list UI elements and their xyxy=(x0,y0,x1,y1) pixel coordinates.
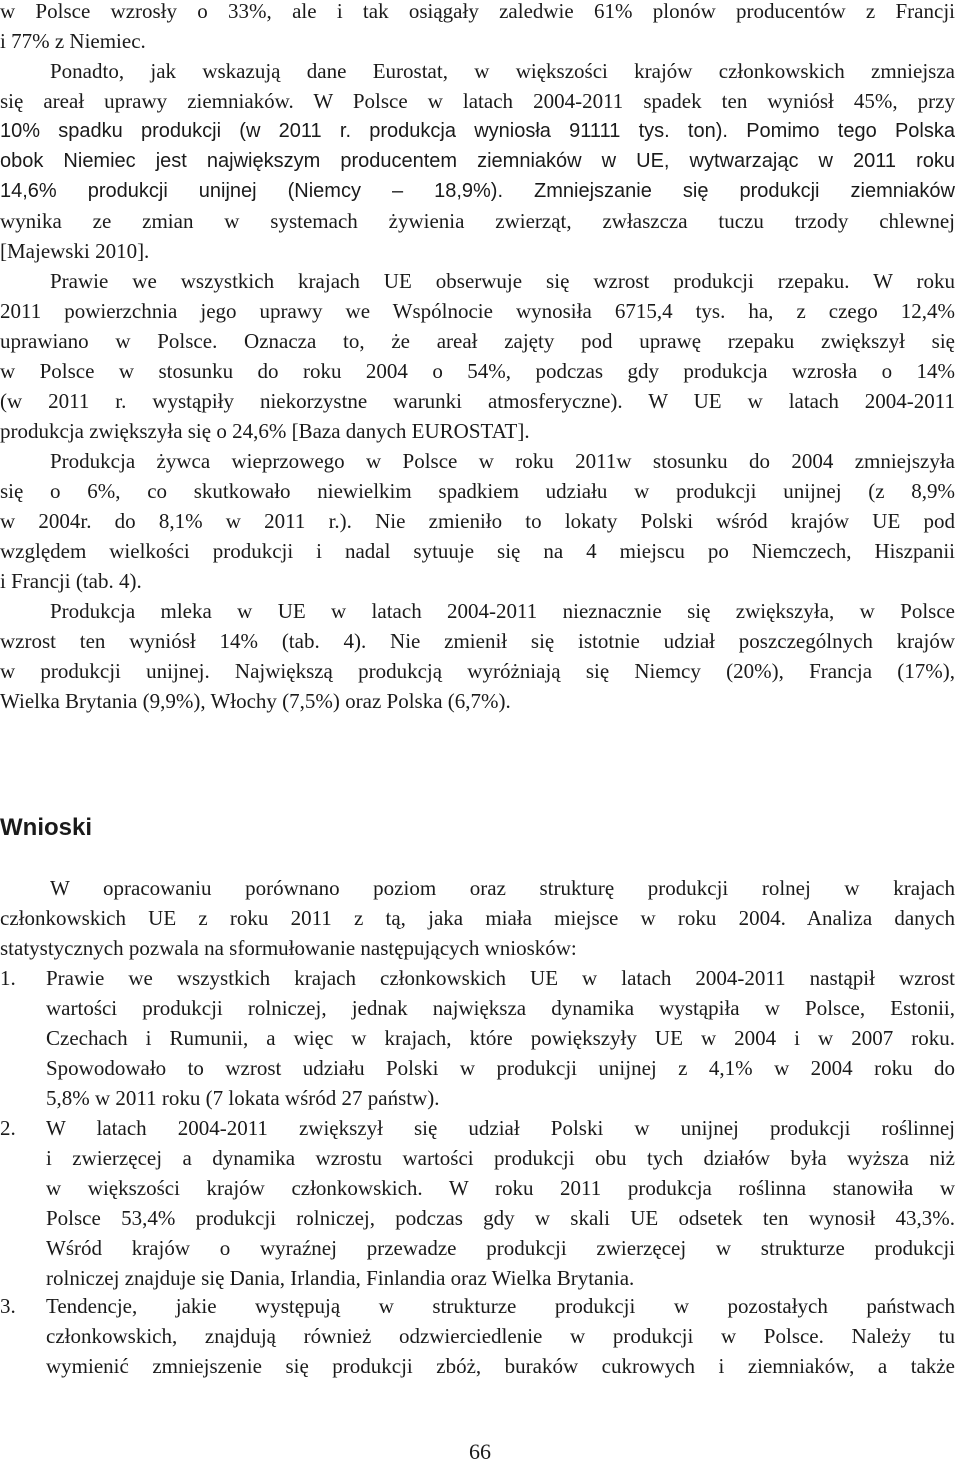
text-line: wzrost ten wyniósł 14% (tab. 4). Nie zmienił się istotnie udział poszczególnych krajów xyxy=(0,629,955,653)
text-line: względem wielkości produkcji i nadal sytuuje się na 4 miejscu po Niemczech, Hiszpanii xyxy=(0,539,955,563)
text-line: obok Niemiec jest największym producentem ziemniaków w UE, wytwarzając w 2011 roku xyxy=(0,150,955,172)
list-item-line: Spowodowało to wzrost udziału Polski w produkcji unijnej z 4,1% w 2004 roku do xyxy=(46,1056,955,1080)
text-line: 10% spadku produkcji (w 2011 r. produkcja wyniosła 91111 tys. ton). Pomimo tego Polska xyxy=(0,120,955,142)
text-line: [Majewski 2010]. xyxy=(0,239,150,263)
list-item-line: i zwierzęcej a dynamika wzrostu wartości produkcji obu tych działów była wyższa niż xyxy=(46,1146,955,1170)
text-line: w 2004r. do 8,1% w 2011 r.). Nie zmieniło to lokaty Polski wśród krajów UE pod xyxy=(0,509,955,533)
list-number: 3. xyxy=(0,1294,16,1318)
list-item-line: Wśród krajów o wyraźnej przewadze produkcji zwierzęcej w strukturze produkcji xyxy=(46,1236,955,1260)
text-line: się o 6%, co skutkowało niewielkim spadkiem udziału w produkcji unijnej (z 8,9% xyxy=(0,479,955,503)
text-line: i 77% z Niemiec. xyxy=(0,29,146,53)
list-number: 1. xyxy=(0,966,16,990)
list-item-line: członkowskich, znajdują również odzwierciedlenie w produkcji w Polsce. Należy tu xyxy=(46,1324,955,1348)
text-line: Wielka Brytania (9,9%), Włochy (7,5%) oraz Polska (6,7%). xyxy=(0,689,511,713)
text-line: w Polsce wzrosły o 33%, ale i tak osiągały zaledwie 61% plonów producentów z Francji xyxy=(0,0,955,23)
text-line: i Francji (tab. 4). xyxy=(0,569,142,593)
text-line: się areał uprawy ziemniaków. W Polsce w latach 2004-2011 spadek ten wyniósł 45%, przy xyxy=(0,89,955,113)
text-line: 14,6% produkcji unijnej (Niemcy – 18,9%). Zmniejszanie się produkcji ziemniaków xyxy=(0,180,955,202)
list-item-line: W latach 2004-2011 zwiększył się udział Polski w unijnej produkcji roślinnej xyxy=(46,1116,955,1140)
text-line: członkowskich UE z roku 2011 z tą, jaka miała miejsce w roku 2004. Analiza danych xyxy=(0,906,955,930)
text-line: 2011 powierzchnia jego uprawy we Wspólnocie wynosiła 6715,4 tys. ha, z czego 12,4% xyxy=(0,299,955,323)
text-line: Ponadto, jak wskazują dane Eurostat, w większości krajów członkowskich zmniejsza xyxy=(50,59,955,83)
text-line: W opracowaniu porównano poziom oraz strukturę produkcji rolnej w krajach xyxy=(50,876,955,900)
text-line: w produkcji unijnej. Największą produkcją wyróżniają się Niemcy (20%), Francja (17%), xyxy=(0,659,955,683)
list-item-line: Polsce 53,4% produkcji rolniczej, podczas gdy w skali UE odsetek ten wynosił 43,3%. xyxy=(46,1206,955,1230)
list-item-line: rolniczej znajduje się Dania, Irlandia, Finlandia oraz Wielka Brytania. xyxy=(46,1266,635,1290)
text-line: statystycznych pozwala na sformułowanie następujących wniosków: xyxy=(0,936,577,960)
text-line: uprawiano w Polsce. Oznacza to, że areał zajęty pod uprawę rzepaku zwiększył się xyxy=(0,329,955,353)
list-item-line: Prawie we wszystkich krajach członkowskich UE w latach 2004-2011 nastąpił wzrost xyxy=(46,966,955,990)
list-item-line: wartości produkcji rolniczej, jednak największa dynamika wystąpiła w Polsce, Estonii, xyxy=(46,996,955,1020)
page-number: 66 xyxy=(469,1439,491,1464)
list-item-line: Tendencje, jakie występują w strukturze produkcji w pozostałych państwach xyxy=(46,1294,955,1318)
list-item-line: w większości krajów członkowskich. W roku 2011 produkcja roślinna stanowiła w xyxy=(46,1176,955,1200)
list-item-line: 5,8% w 2011 roku (7 lokata wśród 27 państw). xyxy=(46,1086,440,1110)
text-line: Prawie we wszystkich krajach UE obserwuje się wzrost produkcji rzepaku. W roku xyxy=(50,269,955,293)
list-item-line: Czechach i Rumunii, a więc w krajach, które powiększyły UE w 2004 i w 2007 roku. xyxy=(46,1026,955,1050)
text-line: Produkcja mleka w UE w latach 2004-2011 nieznacznie się zwiększyła, w Polsce xyxy=(50,599,955,623)
list-number: 2. xyxy=(0,1116,16,1140)
text-line: Produkcja żywca wieprzowego w Polsce w roku 2011w stosunku do 2004 zmniejszyła xyxy=(50,449,955,473)
text-line: wynika ze zmian w systemach żywienia zwierząt, zwłaszcza tuczu trzody chlewnej xyxy=(0,209,955,233)
list-item-line: wymienić zmniejszenie się produkcji zbóż, buraków cukrowych i ziemniaków, a także xyxy=(46,1354,955,1378)
text-line: produkcja zwiększyła się o 24,6% [Baza danych EUROSTAT]. xyxy=(0,419,530,443)
section-heading: Wnioski xyxy=(0,814,93,841)
text-line: w Polsce w stosunku do roku 2004 o 54%, podczas gdy produkcja wzrosła o 14% xyxy=(0,359,955,383)
text-line: (w 2011 r. wystąpiły niekorzystne warunki atmosferyczne). W UE w latach 2004-2011 xyxy=(0,389,955,413)
